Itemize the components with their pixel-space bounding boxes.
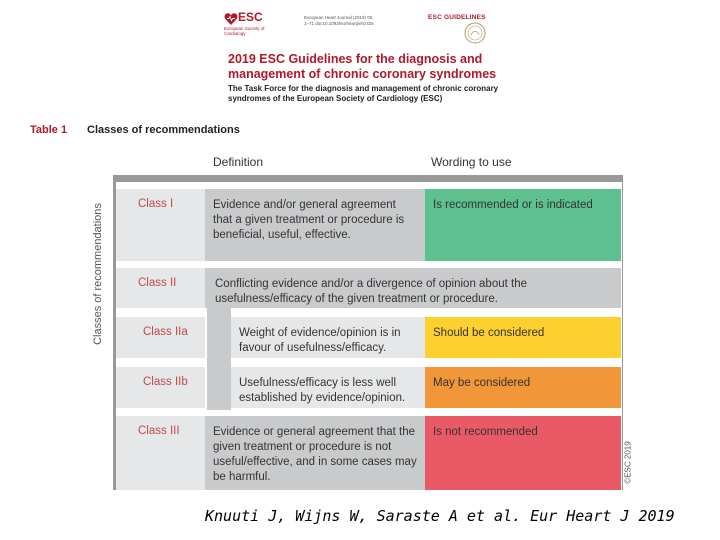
esc-logo (224, 12, 284, 38)
copyright-text: ©ESC 2019 (623, 440, 633, 484)
table-caption: Classes of recommendations (87, 124, 240, 136)
table-label: Table 1 (30, 124, 68, 136)
column-header-wording: Wording to use (431, 155, 512, 169)
class-iii-definition: Evidence or general agreement that the given treatment or procedure is not useful/effective, and in some cases may be harmful. (205, 416, 425, 490)
class-iia-wording: Should be considered (425, 317, 621, 358)
class-iii-cell: Class III (116, 416, 205, 490)
page-title: 2019 ESC Guidelines for the diagnosis and management of chronic coronary syndromes (228, 52, 497, 81)
class-iib-definition: Usefulness/efficacy is less well established by evidence/opinion. (231, 367, 425, 408)
copyright (621, 432, 635, 492)
guidelines-label: ESC GUIDELINES (428, 14, 486, 21)
class-iia-definition: Weight of evidence/opinion is in favour of usefulness/efficacy. (231, 317, 425, 358)
class-iia-cell: Class IIa (116, 317, 205, 358)
class-i-definition: Evidence and/or general agreement that a given treatment or procedure is beneficial, useful, effective. (205, 189, 425, 261)
class-iib-wording: May be considered (425, 367, 621, 408)
class-i-cell: Class I (116, 189, 205, 261)
column-header-definition: Definition (213, 155, 264, 169)
class-ii-definition: Conflicting evidence and/or a divergence of opinion about the usefulness/efficacy of the given treatment or procedure. (205, 268, 621, 308)
vertical-axis-label (88, 196, 108, 352)
page-subtitle: The Task Force for the diagnosis and management of chronic coronary syndromes of the European Society of Cardiology (ESC) (228, 84, 499, 103)
logo-subtitle: European Society of Cardiology (224, 26, 265, 36)
journal-reference: European Heart Journal (2019) 00, 1–71 doi:10.1093/eurheartj/ehz425 (304, 15, 374, 26)
vertical-axis-text: Classes of recommendations (92, 203, 104, 345)
class-ii-connector (207, 306, 231, 410)
heart-icon (224, 12, 238, 26)
citation: Knuuti J, Wijns W, Saraste A et al. Eur Heart J 2019 (205, 507, 675, 525)
seal-icon (464, 22, 486, 44)
class-iib-cell: Class IIb (116, 367, 205, 408)
class-ii-cell: Class II (116, 268, 205, 308)
class-iii-wording: Is not recommended (425, 416, 621, 490)
logo-word: ESC (238, 10, 263, 24)
class-i-wording: Is recommended or is indicated (425, 189, 621, 261)
